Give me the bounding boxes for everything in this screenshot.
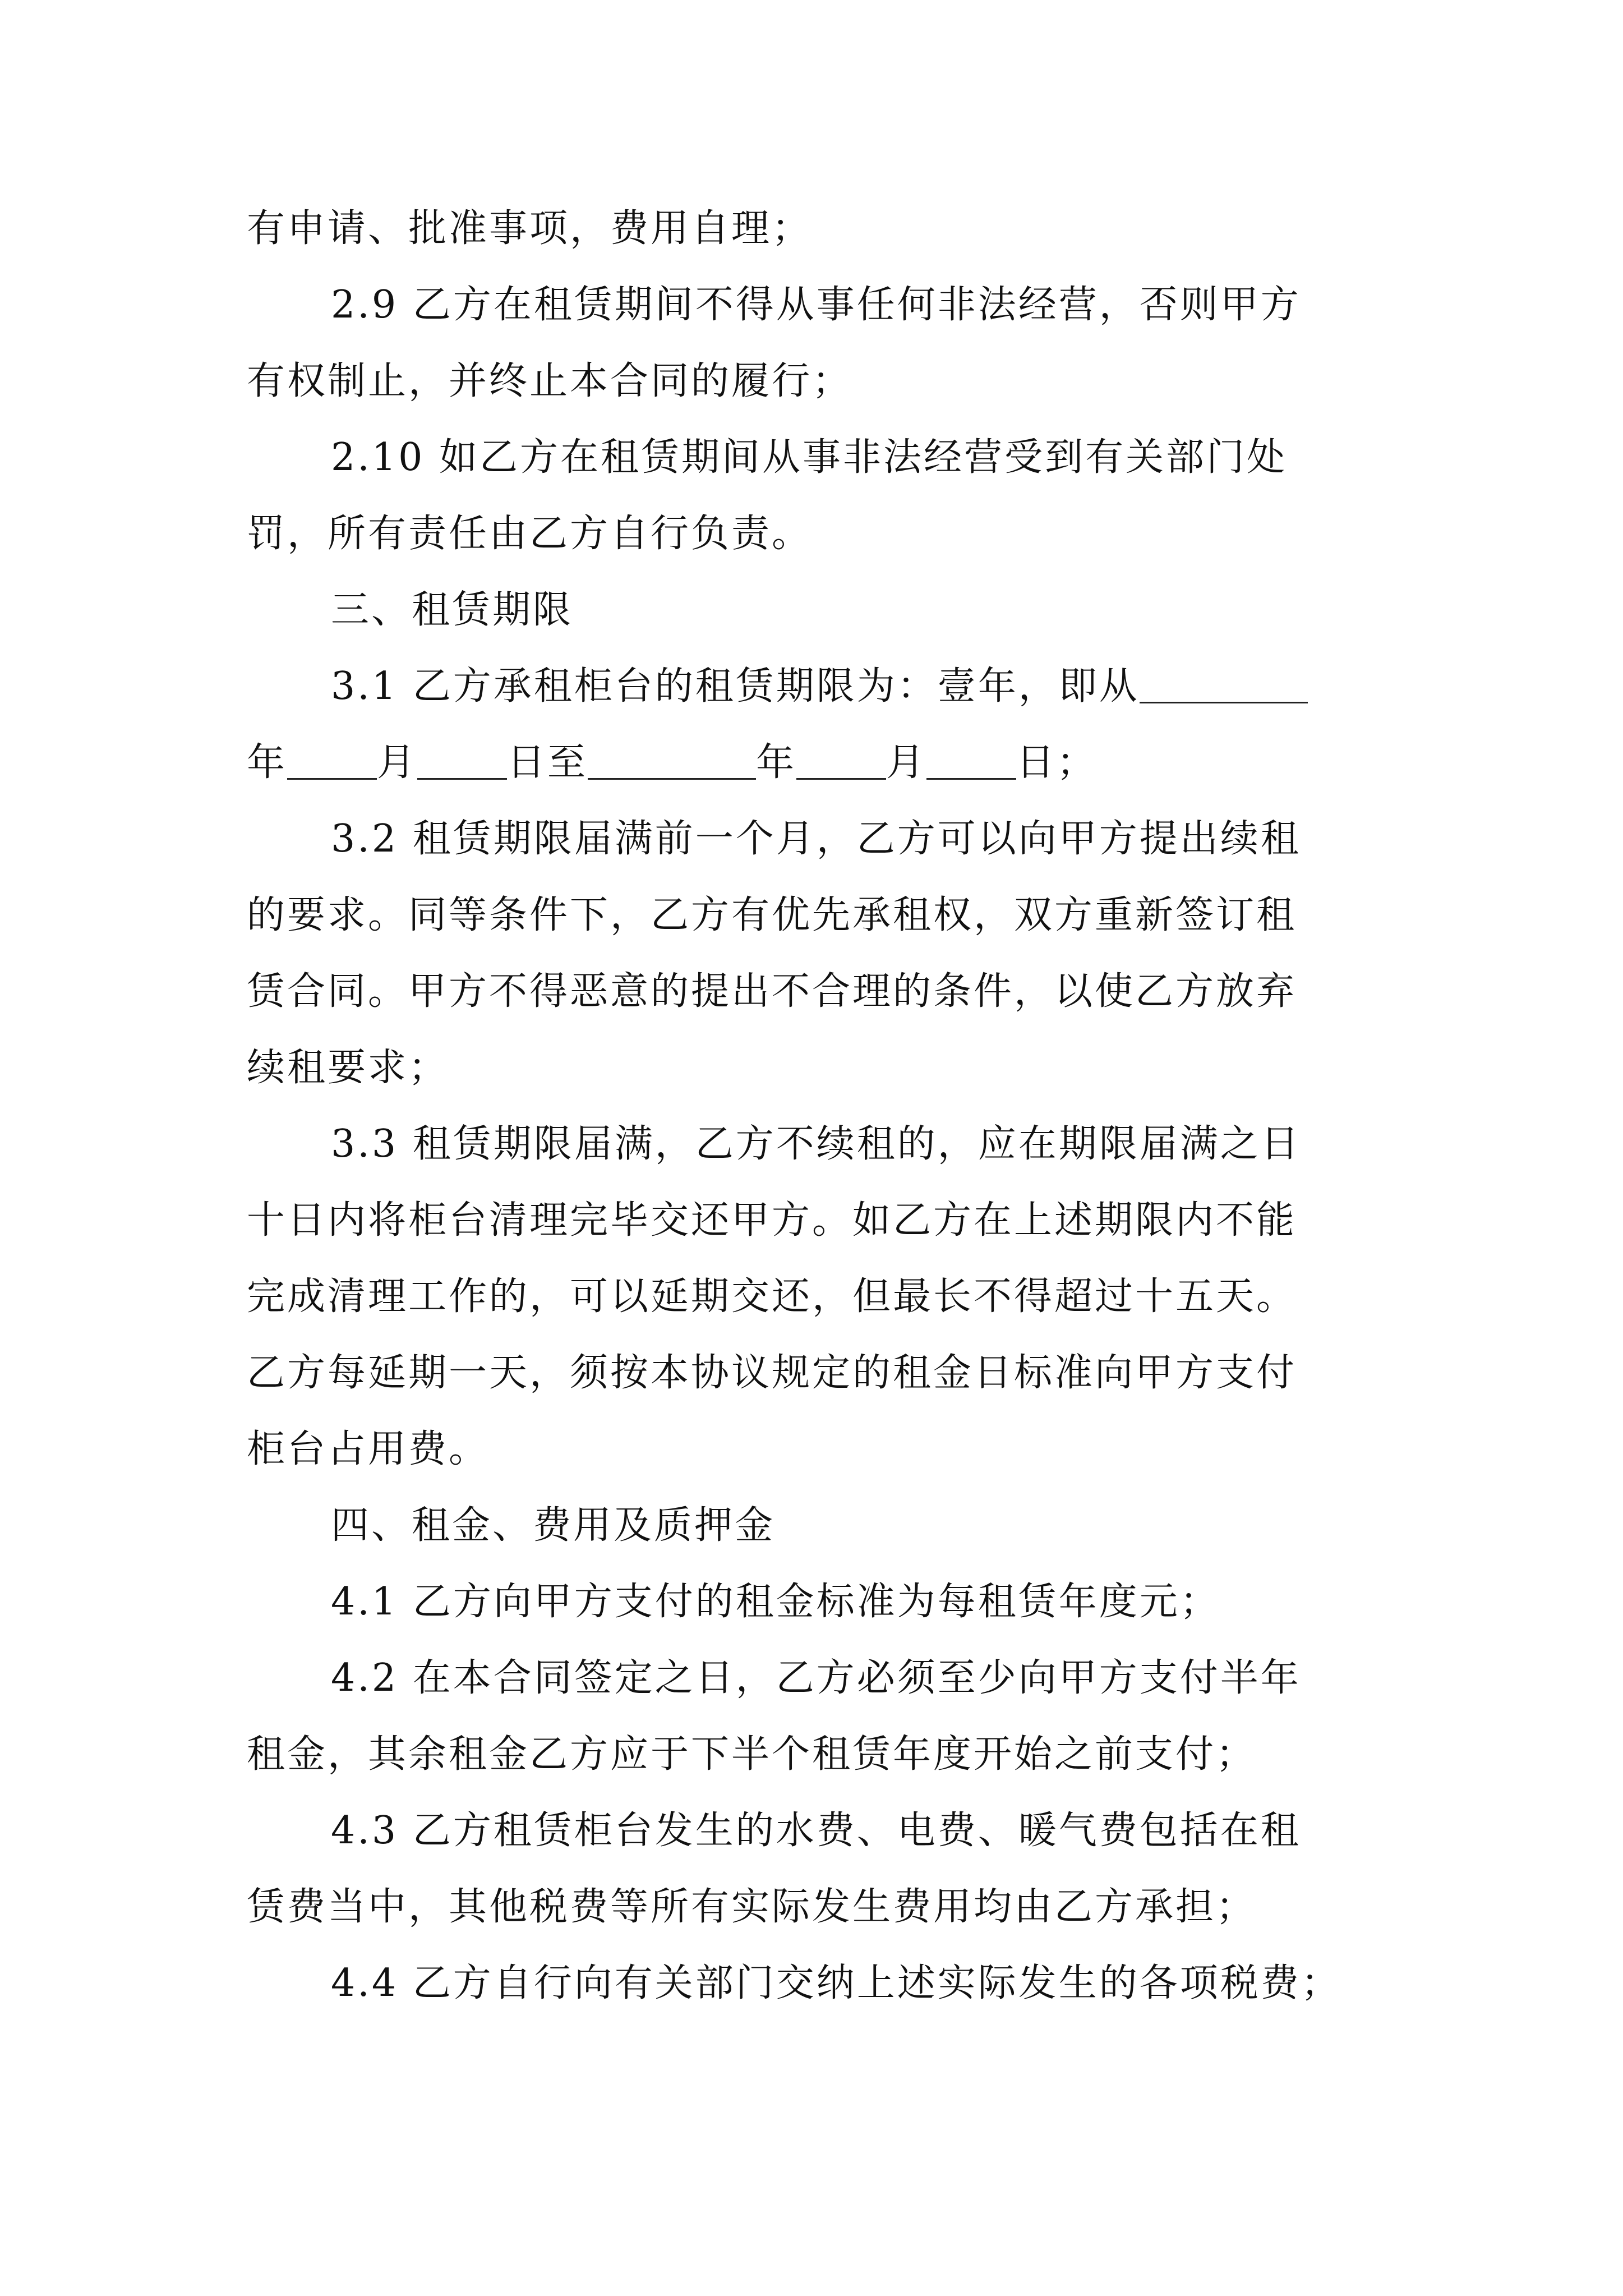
clause-4-2: 4.2 在本合同签定之日，乙方必须至少向甲方支付半年	[331, 1656, 1301, 1700]
text-line: 赁合同。甲方不得恶意的提出不合理的条件，以使乙方放弃	[247, 969, 1297, 1014]
clause-3-1-text: 3.1 乙方承租柜台的租赁期限为：壹年，即从	[331, 664, 1140, 708]
contract-page	[247, 191, 1380, 2022]
year-label: 年	[756, 740, 797, 785]
text-line: 赁费当中，其他税费等所有实际发生费用均由乙方承担；	[247, 1885, 1257, 1929]
date-range-line	[247, 725, 1380, 801]
text-line: 有权制止，并终止本合同的履行；	[247, 359, 853, 403]
clause-3-1	[247, 648, 1380, 725]
section-heading-3: 三、租赁期限	[331, 588, 574, 632]
text-line: 完成清理工作的，可以延期交还，但最长不得超过十五天。	[247, 1274, 1297, 1319]
clause-3-2: 3.2 租赁期限届满前一个月，乙方可以向甲方提出续租	[331, 817, 1301, 861]
section-heading-4: 四、租金、费用及质押金	[331, 1503, 776, 1548]
blank-field	[588, 739, 756, 780]
text-line: 租金，其余租金乙方应于下半个租赁年度开始之前支付；	[247, 1732, 1257, 1777]
blank-field	[417, 739, 507, 780]
text-line: 的要求。同等条件下，乙方有优先承租权，双方重新签订租	[247, 893, 1297, 937]
clause-4-4: 4.4 乙方自行向有关部门交纳上述实际发生的各项税费；	[331, 1961, 1341, 2005]
text-line: 罚，所有责任由乙方自行负责。	[247, 512, 813, 556]
text-line: 十日内将柜台清理完毕交还甲方。如乙方在上述期限内不能	[247, 1198, 1297, 1243]
blank-field	[926, 739, 1016, 780]
blank-field	[287, 739, 377, 780]
text-line: 乙方每延期一天，须按本协议规定的租金日标准向甲方支付	[247, 1351, 1297, 1395]
text-line: 续租要求；	[247, 1046, 449, 1090]
text-line: 有申请、批准事项，费用自理；	[247, 206, 813, 251]
clause-2-9: 2.9 乙方在租赁期间不得从事任何非法经营，否则甲方	[331, 283, 1301, 327]
text-line: 柜台占用费。	[247, 1427, 490, 1471]
clause-4-1: 4.1 乙方向甲方支付的租金标准为每租赁年度元；	[331, 1580, 1220, 1624]
blank-field	[796, 739, 886, 780]
clause-3-3: 3.3 租赁期限届满，乙方不续租的，应在期限届满之日	[331, 1122, 1301, 1166]
month-label: 月	[886, 740, 927, 785]
year-label: 年	[247, 740, 288, 785]
blank-field	[1140, 662, 1308, 703]
clause-4-3: 4.3 乙方租赁柜台发生的水费、电费、暖气费包括在租	[331, 1809, 1301, 1853]
day-end-label: 日；	[1016, 740, 1098, 785]
month-label: 月	[377, 740, 418, 785]
day-to-label: 日至	[507, 740, 588, 785]
clause-2-10: 2.10 如乙方在租赁期间从事非法经营受到有关部门处	[331, 435, 1288, 480]
